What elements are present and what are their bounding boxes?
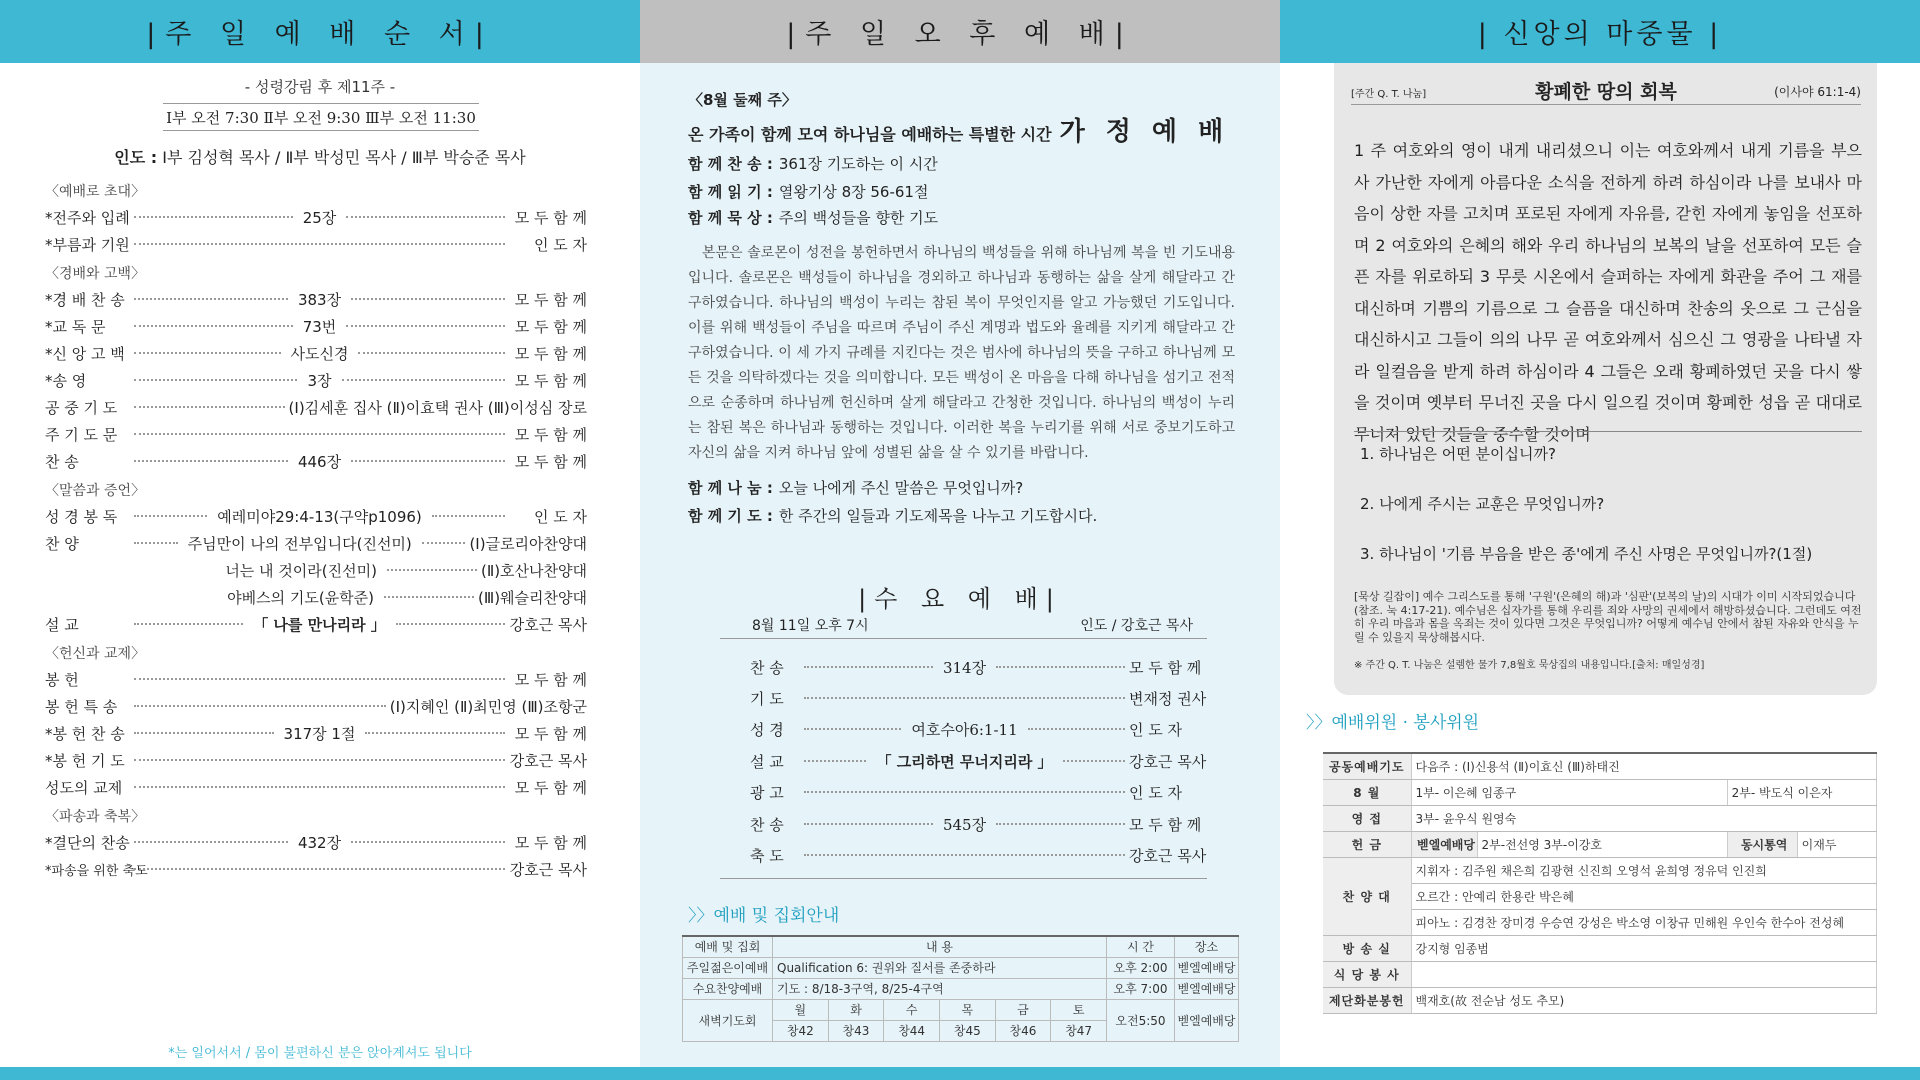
wednesday-item bbox=[720, 683, 1207, 713]
table-cell: 새벽기도회 bbox=[683, 999, 773, 1041]
table-header: 시 간 bbox=[1107, 936, 1175, 957]
item-value: 383장 bbox=[297, 290, 342, 309]
table-cell: 동시통역 bbox=[1727, 831, 1797, 857]
divider bbox=[720, 878, 1207, 879]
item-value: 317장 1절 bbox=[283, 724, 356, 743]
service-times: Ⅰ부 오전 7:30 Ⅱ부 오전 9:30 Ⅲ부 오전 11:30 bbox=[163, 103, 479, 131]
question-3: 3. 하나님이 '기름 부음을 받은 종'에게 주신 사명은 무엇입니까?(1절) bbox=[1360, 545, 1813, 563]
text-cell: 창42 bbox=[773, 1020, 829, 1041]
table-cell: 2부- 박도식 이은자 bbox=[1727, 779, 1876, 805]
wednesday-item bbox=[720, 652, 1207, 682]
item-value: 주님만이 나의 전부입니다(진선미) bbox=[187, 534, 412, 553]
order-item bbox=[45, 667, 587, 691]
item-label: 성 경 bbox=[750, 720, 784, 739]
table-header: 내 용 bbox=[773, 936, 1107, 957]
item-person: 강호근 목사 bbox=[1129, 846, 1207, 865]
item-value: 야베스의 기도(윤학준) bbox=[227, 588, 374, 607]
header-sunday-order: |주 일 예 배 순 서| bbox=[0, 0, 640, 63]
order-item bbox=[45, 830, 587, 854]
item-label: 축 도 bbox=[750, 846, 784, 865]
week-label: 〈8월 둘째 주〉 bbox=[688, 91, 797, 109]
order-item bbox=[45, 205, 587, 229]
item-label: 찬 송 bbox=[45, 452, 79, 471]
text-cell: 창45 bbox=[939, 1020, 995, 1041]
item-value: 3장 bbox=[307, 371, 332, 390]
meetings-table bbox=[682, 935, 1239, 1042]
order-item bbox=[45, 395, 587, 419]
qt-reference: (이사야 61:1-4) bbox=[1774, 85, 1861, 99]
item-person: 모 두 함 께 bbox=[514, 452, 587, 471]
reading-line bbox=[688, 181, 928, 202]
item-label: 설 교 bbox=[45, 615, 79, 634]
section-heading-committee: 〉〉예배위원 · 봉사위원 bbox=[1306, 713, 1480, 733]
title-big: 가 정 예 배 bbox=[1059, 117, 1230, 147]
reading-value: 열왕기상 8장 56-61절 bbox=[778, 183, 929, 201]
item-person: (Ⅱ)호산나찬양대 bbox=[480, 561, 587, 580]
row-label: 헌 금 bbox=[1323, 831, 1411, 857]
item-person: 모 두 함 께 bbox=[514, 290, 587, 309]
row-label: 공동예배기도 bbox=[1323, 753, 1411, 779]
wednesday-header bbox=[720, 609, 1207, 639]
order-item bbox=[45, 314, 587, 338]
day-cell: 수 bbox=[884, 999, 940, 1020]
order-item bbox=[45, 612, 587, 636]
text-cell: 창43 bbox=[828, 1020, 884, 1041]
table-cell: 벧엘예배당 bbox=[1175, 978, 1239, 999]
table-cell: 주일젊은이예배 bbox=[683, 957, 773, 978]
qt-tag: [주간 Q. T. 나눔] bbox=[1351, 89, 1427, 100]
meditation-guide: [묵상 길잡이] 예수 그리스도를 통해 '구원'(은혜의 해)과 '심판'(보복의 날)의 시대가 이미 시작되었습니다(참조. 눅 4:17-21). 예수님은 십자가를 통해 우리를 죄와 사망의 권세에서 해방하셨습니다. 그런데도 여전히 우리 마음과 몸을 옥죄는 것이 있다면 그것은 무엇입니까? 어떻게 예수님 안에서 참된 자유와 안식을 누릴 수 있을지 묵상해봅시다. bbox=[1354, 590, 1862, 644]
wednesday-date: 8월 11일 오후 7시 bbox=[752, 618, 869, 634]
item-label: 성도의 교제 bbox=[45, 778, 123, 797]
order-item bbox=[45, 694, 587, 718]
item-value: 여호수아6:1-11 bbox=[911, 720, 1018, 739]
table-cell: 이재두 bbox=[1797, 831, 1876, 857]
item-label: 기 도 bbox=[750, 689, 784, 708]
leaders-value: Ⅰ부 김성혁 목사 / Ⅱ부 박성민 목사 / Ⅲ부 박승준 목사 bbox=[162, 148, 526, 167]
table-header: 장소 bbox=[1175, 936, 1239, 957]
table-row bbox=[1323, 857, 1877, 883]
day-cell: 토 bbox=[1051, 999, 1107, 1020]
item-value: 446장 bbox=[297, 452, 342, 471]
order-item bbox=[45, 748, 587, 772]
wednesday-item bbox=[720, 746, 1207, 776]
item-value: 545장 bbox=[942, 815, 987, 834]
item-label: 공 중 기 도 bbox=[45, 398, 118, 417]
table-cell: 오르간 : 안예리 한용란 박은혜 bbox=[1411, 883, 1877, 909]
hymn-line bbox=[688, 153, 938, 174]
category-heading: 〈헌신과 교제〉 bbox=[45, 646, 146, 662]
table-cell: Qualification 6: 권위와 질서를 존중하라 bbox=[773, 957, 1107, 978]
item-label: 봉 헌 특 송 bbox=[45, 697, 118, 716]
table-row bbox=[1323, 831, 1877, 857]
item-value: 너는 내 것이라(진선미) bbox=[225, 561, 377, 580]
day-cell: 금 bbox=[995, 999, 1051, 1020]
meditation-line bbox=[688, 207, 938, 228]
item-label: 봉 헌 bbox=[45, 670, 79, 689]
reading-label: 함 께 읽 기 : bbox=[688, 183, 773, 201]
order-item bbox=[45, 857, 587, 881]
table-cell: 오후 2:00 bbox=[1107, 957, 1175, 978]
prayer-value: 한 주간의 일들과 기도제목을 나누고 기도합시다. bbox=[778, 507, 1098, 525]
table-cell: 2부-전선영 3부-이강호 bbox=[1477, 831, 1727, 857]
sermon-title: 「 나를 만나리라 」 bbox=[253, 615, 386, 634]
item-person: 강호근 목사 bbox=[509, 615, 588, 634]
order-item bbox=[45, 721, 587, 745]
question-1: 1. 하나님은 어떤 분이십니까? bbox=[1360, 445, 1556, 463]
sunday-order-column bbox=[0, 63, 640, 1067]
item-label: *봉 헌 찬 송 bbox=[45, 724, 125, 743]
table-row bbox=[1323, 779, 1877, 805]
family-worship-title bbox=[688, 111, 1229, 148]
order-item bbox=[45, 287, 587, 311]
item-label: 찬 양 bbox=[45, 534, 79, 553]
item-person: 모 두 함 께 bbox=[514, 371, 588, 390]
order-item bbox=[45, 585, 587, 609]
item-label: *교 독 문 bbox=[45, 317, 106, 336]
item-person: (Ⅰ)김세훈 집사 (Ⅱ)이효택 권사 (Ⅲ)이성심 장로 bbox=[288, 398, 587, 417]
share-line bbox=[688, 477, 1023, 498]
item-value: 사도신경 bbox=[290, 344, 349, 363]
faith-column bbox=[1280, 63, 1920, 1067]
meditation-label: 함 께 묵 상 : bbox=[688, 209, 773, 227]
order-item bbox=[45, 368, 587, 392]
order-item bbox=[45, 558, 587, 582]
table-cell: 수요찬양예배 bbox=[683, 978, 773, 999]
item-label: *봉 헌 기 도 bbox=[45, 751, 125, 770]
table-cell: 피아노 : 김경찬 장미경 우승연 강성은 박소영 이창규 민해원 우인숙 한수아 전성혜 bbox=[1411, 909, 1877, 935]
leaders-line bbox=[0, 145, 640, 168]
share-label: 함 께 나 눔 : bbox=[688, 479, 773, 497]
scripture-text: 1 주 여호와의 영이 내게 내리셨으니 이는 여호와께서 내게 기름을 부으사 가난한 자에게 아름다운 소식을 전하게 하려 하심이라 나를 보내사 마음이 상한 자를 고치며 포로된 자에게 자유를, 갇힌 자에게 놓임을 선포하며 2 여호와의 은혜의 해와 우리 하나님의 보복의 날을 선포하여 모든 슬픈 자를 위로하되 3 무릇 시온에서 슬퍼하는 자에게 화관을 주어 그 재를 대신하며 기쁨의 기름으로 그 슬픔을 대신하며 찬송의 옷으로 그 근심을 대신하시고 그들이 의의 나무 곧 여호와께서 심으신 그 영광을 나타낼 자라 일컬음을 받게 하려 하심이라 4 그들은 오래 황폐하였던 곳을 다시 쌓을 것이며 옛부터 무너진 곳을 다시 일으킬 것이며 황폐한 성읍 곧 대대로 무너져 있던 것들을 중수할 것이며 bbox=[1354, 141, 1862, 444]
section-heading-meetings: 〉〉예배 및 집회안내 bbox=[688, 906, 840, 926]
text-cell: 창44 bbox=[884, 1020, 940, 1041]
meditation-paragraph: 본문은 솔로몬이 성전을 봉헌하면서 하나님의 백성들을 위해 하나님께 복을 빈 기도내용입니다. 솔로몬은 백성들이 하나님을 경외하고 하나님과 동행하는 삶을 살게 해달라고 간구하였습니다. 하나님의 백성이 누리는 참된 복이 무엇인지를 알고 가능했던 기도입니다. 이를 위해 백성들이 주님을 따르며 주님이 주신 계명과 법도와 율례를 지키게 해달라고 간구하였습니다. 이 세 가지 규례를 지킨다는 것은 범사에 하나님의 뜻을 구하고 하나님께 모든 것을 의탁하겠다는 것을 의미합니다. 모든 백성이 온 마음을 다해 하나님을 섬기고 전적으로 순종하며 하나님께 헌신하며 살게 해달라고 간청한 것입니다. 하나님의 백성이 누리는 참된 복은 하나님과 동행하는 것입니다. 이러한 복을 누리기를 위해 서로 중보기도하고 자신의 삶을 지켜 하나님 앞에 성별된 삶을 살 수 있기를 바랍니다. bbox=[688, 245, 1235, 461]
wednesday-title: |수 요 예 배| bbox=[858, 585, 1062, 613]
category-heading: 〈예배로 초대〉 bbox=[45, 184, 146, 200]
table-cell: 기도 : 8/18-3구역, 8/25-4구역 bbox=[773, 978, 1107, 999]
order-item bbox=[45, 341, 587, 365]
row-label: 8 월 bbox=[1323, 779, 1411, 805]
item-person: 모 두 함 께 bbox=[1129, 815, 1202, 834]
wednesday-item bbox=[720, 714, 1207, 744]
text-cell: 창46 bbox=[995, 1020, 1051, 1041]
item-value: 25장 bbox=[302, 208, 337, 227]
item-person: (Ⅰ)글로리아찬양대 bbox=[469, 534, 588, 553]
order-item bbox=[45, 531, 587, 555]
row-label: 제단화분봉헌 bbox=[1323, 987, 1411, 1013]
item-value: 314장 bbox=[942, 658, 987, 677]
item-label: 주 기 도 문 bbox=[45, 425, 118, 444]
item-person: 모 두 함 께 bbox=[514, 344, 587, 363]
item-person: 모 두 함 께 bbox=[514, 317, 588, 336]
item-person: 변재정 권사 bbox=[1129, 689, 1207, 708]
table-header: 예배 및 집회 bbox=[683, 936, 773, 957]
order-item bbox=[45, 422, 587, 446]
table-cell: 벧엘예배당 bbox=[1175, 957, 1239, 978]
item-person: 강호근 목사 bbox=[509, 860, 587, 879]
item-label: *신 앙 고 백 bbox=[45, 344, 125, 363]
sunday-afternoon-column bbox=[640, 63, 1280, 1067]
table-row bbox=[1323, 961, 1877, 987]
standing-note: *는 일어서서 / 몸이 불편하신 분은 앉아계셔도 됩니다 bbox=[168, 1046, 472, 1061]
question-2: 2. 나에게 주시는 교훈은 무엇입니까? bbox=[1360, 495, 1605, 513]
table-cell: 오후 7:00 bbox=[1107, 978, 1175, 999]
item-label: *결단의 찬송 bbox=[45, 833, 130, 852]
item-person: 인 도 자 bbox=[1129, 783, 1183, 802]
text-cell: 창47 bbox=[1051, 1020, 1107, 1041]
item-label: 찬 송 bbox=[750, 815, 784, 834]
leaders-label: 인도 : bbox=[114, 148, 158, 167]
day-cell: 화 bbox=[828, 999, 884, 1020]
table-cell: 다음주 : (Ⅰ)신용석 (Ⅱ)이효신 (Ⅲ)하태진 bbox=[1411, 753, 1877, 779]
day-cell: 월 bbox=[773, 999, 829, 1020]
committee-table bbox=[1323, 752, 1877, 1014]
item-label: *경 배 찬 송 bbox=[45, 290, 125, 309]
category-heading: 〈경배와 고백〉 bbox=[45, 266, 146, 282]
share-value: 오늘 나에게 주신 말씀은 무엇입니까? bbox=[778, 479, 1024, 497]
item-label: *전주와 입례 bbox=[45, 208, 130, 227]
table-cell: 강지형 임종범 bbox=[1411, 935, 1877, 961]
table-row bbox=[1323, 753, 1877, 779]
item-label: *파송을 위한 축도 bbox=[45, 863, 148, 879]
table-row bbox=[683, 978, 1239, 999]
item-person: 모 두 함 께 bbox=[514, 833, 587, 852]
item-value: 432장 bbox=[297, 833, 342, 852]
item-person: (Ⅲ)웨슬리찬양대 bbox=[478, 588, 587, 607]
item-person: 모 두 함 께 bbox=[514, 425, 587, 444]
item-person: 인 도 자 bbox=[533, 235, 587, 254]
wednesday-item bbox=[720, 777, 1207, 807]
category-heading: 〈파송과 축복〉 bbox=[45, 809, 146, 825]
liturgical-week: - 성령강림 후 제11주 - bbox=[244, 78, 396, 96]
item-person: 모 두 함 께 bbox=[514, 724, 587, 743]
table-cell bbox=[1411, 961, 1877, 987]
table-cell: 벧엘예배당 bbox=[1411, 831, 1477, 857]
row-label: 찬 양 대 bbox=[1323, 857, 1411, 935]
order-item bbox=[45, 504, 587, 528]
item-person: (Ⅰ)지혜인 (Ⅱ)최민영 (Ⅲ)조항군 bbox=[389, 697, 587, 716]
category-heading: 〈말씀과 증언〉 bbox=[45, 483, 146, 499]
item-person: 강호근 목사 bbox=[509, 751, 587, 770]
item-person: 모 두 함 께 bbox=[514, 670, 587, 689]
item-value: 73번 bbox=[302, 317, 337, 336]
wednesday-item bbox=[720, 840, 1207, 870]
qt-title: 황폐한 땅의 회복 bbox=[1535, 81, 1677, 103]
table-row bbox=[1323, 987, 1877, 1013]
item-label: 광 고 bbox=[750, 783, 784, 802]
order-item bbox=[45, 449, 587, 473]
table-cell: 3부- 윤우식 원영숙 bbox=[1411, 805, 1877, 831]
meditation-value: 주의 백성들을 향한 기도 bbox=[778, 209, 939, 227]
wednesday-lead: 인도 / 강호근 목사 bbox=[1080, 618, 1193, 634]
table-row bbox=[683, 999, 1239, 1020]
row-label: 식 당 봉 사 bbox=[1323, 961, 1411, 987]
hymn-label: 함 께 찬 송 : bbox=[688, 155, 773, 173]
hymn-value: 361장 기도하는 이 시간 bbox=[778, 155, 938, 173]
table-header-row bbox=[683, 936, 1239, 957]
item-label: 설 교 bbox=[750, 752, 784, 771]
table-row bbox=[683, 957, 1239, 978]
table-cell: 1부- 이은혜 임종구 bbox=[1411, 779, 1727, 805]
table-cell: 오전5:50 bbox=[1107, 999, 1175, 1041]
row-label: 방 송 실 bbox=[1323, 935, 1411, 961]
item-person: 인 도 자 bbox=[1129, 720, 1183, 739]
qt-source-note: ※ 주간 Q. T. 나눔은 설렘한 물가 7,8월호 묵상집의 내용입니다.[출처: 매일성경] bbox=[1354, 660, 1705, 671]
item-label: *송 영 bbox=[45, 371, 87, 390]
item-person: 강호근 목사 bbox=[1129, 752, 1207, 771]
item-value: 예레미야29:4-13(구약p1096) bbox=[217, 507, 422, 526]
table-row bbox=[1323, 935, 1877, 961]
title-prefix: 온 가족이 함께 모여 하나님을 예배하는 특별한 시간 bbox=[688, 125, 1052, 144]
prayer-line bbox=[688, 505, 1097, 526]
item-person: 인 도 자 bbox=[533, 507, 587, 526]
prayer-label: 함 께 기 도 : bbox=[688, 507, 773, 525]
sermon-title: 「 그리하면 무너지리라 」 bbox=[876, 752, 1053, 771]
divider bbox=[1354, 431, 1862, 432]
day-cell: 목 bbox=[939, 999, 995, 1020]
table-cell: 벧엘예배당 bbox=[1175, 999, 1239, 1041]
header-sunday-afternoon: |주 일 오 후 예 배| bbox=[640, 0, 1280, 63]
item-person: 모 두 함 께 bbox=[1129, 658, 1202, 677]
order-item bbox=[45, 232, 587, 256]
table-cell: 지휘자 : 김주원 채은희 김광현 신진희 오영석 윤희영 정유덕 인진희 bbox=[1411, 857, 1877, 883]
bottom-bar bbox=[0, 1067, 1920, 1080]
table-row bbox=[1323, 805, 1877, 831]
qt-header bbox=[1351, 75, 1861, 105]
item-person: 모 두 함 께 bbox=[514, 778, 587, 797]
qt-box bbox=[1334, 63, 1877, 695]
item-label: 찬 송 bbox=[750, 658, 784, 677]
row-label: 영 접 bbox=[1323, 805, 1411, 831]
item-person: 모 두 함 께 bbox=[514, 208, 588, 227]
header-faith: | 신앙의 마중물 | bbox=[1280, 0, 1920, 63]
item-label: *부름과 기원 bbox=[45, 235, 130, 254]
item-label: 성 경 봉 독 bbox=[45, 507, 118, 526]
wednesday-item bbox=[720, 809, 1207, 839]
table-cell: 백재호(故 전순남 성도 추모) bbox=[1411, 987, 1877, 1013]
order-item bbox=[45, 775, 587, 799]
